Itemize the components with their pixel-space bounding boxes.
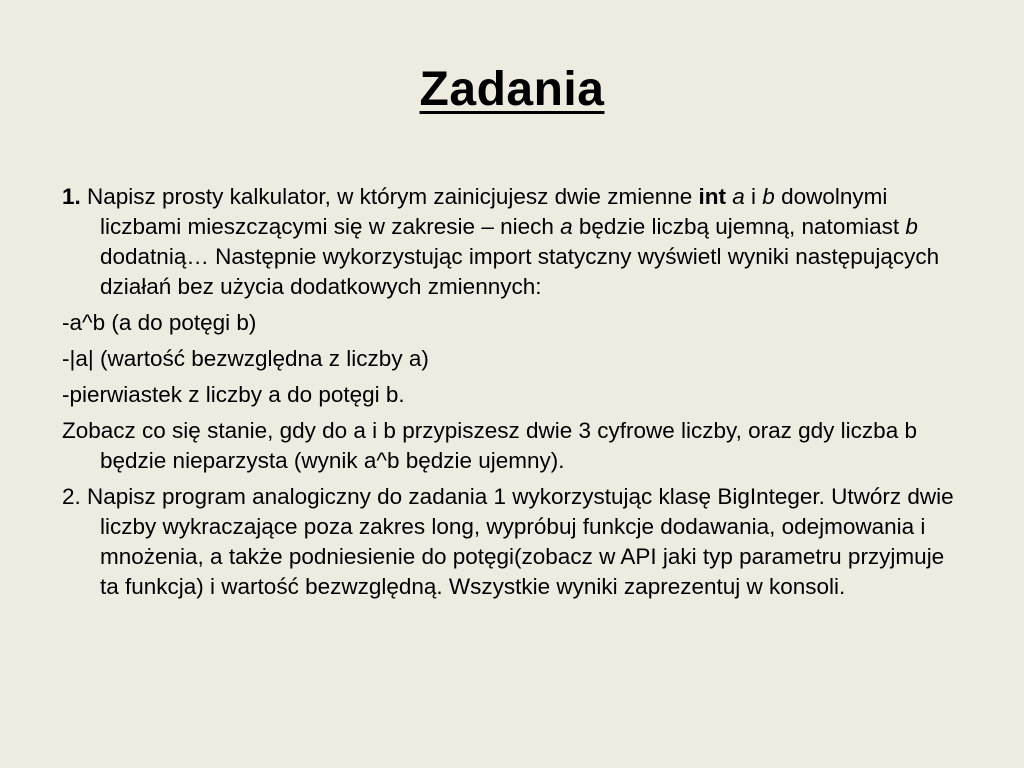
variable-b: b: [762, 184, 775, 209]
task-2-paragraph: 2. Napisz program analogiczny do zadania 1 wykorzystując klasę BigInteger. Utwórz dwie liczby wykraczające poza zakres long, wypróbuj funkcje dodawania, odejmowania i mnożenia, a także podniesienie do potęgi(zobacz w API jaki typ parametru przyjmuje ta funkcja) i wartość bezwzględną. Wszystkie wyniki zaprezentuj w konsoli.: [62, 484, 954, 599]
task-1-text-1: Napisz prosty kalkulator, w którym zainicjujesz dwie zmienne: [80, 184, 699, 209]
variable-a: a: [732, 184, 745, 209]
list-item-power: -a^b (a do potęgi b): [62, 310, 257, 335]
type-keyword-int: int: [698, 184, 726, 209]
task-1-text-5: będzie liczbą ujemną, natomiast: [572, 214, 906, 239]
task-1-number: 1.: [62, 184, 81, 209]
task-1-text-3: i: [744, 184, 763, 209]
list-item-root: -pierwiastek z liczby a do potęgi b.: [62, 382, 405, 407]
slide-title: Zadania: [419, 63, 605, 116]
task-1-paragraph: [62, 182, 962, 302]
variable-a-2: a: [560, 214, 573, 239]
task-1-text-6: dodatnią… Następnie wykorzystując import statyczny wyświetl wyniki następujących działań bez użycia dodatkowych zmiennych:: [100, 244, 940, 299]
slide-body: [62, 182, 962, 608]
note-paragraph: Zobacz co się stanie, gdy do a i b przypiszesz dwie 3 cyfrowe liczby, oraz gdy liczba b będzie nieparzysta (wynik a^b będzie ujemny).: [62, 418, 917, 473]
task-1-text-4: dowolnymi liczbami mieszczącymi się w zakresie – niech: [100, 184, 888, 239]
list-item-absolute: -|a| (wartość bezwzględna z liczby a): [62, 346, 429, 371]
variable-b-2: b: [905, 214, 918, 239]
